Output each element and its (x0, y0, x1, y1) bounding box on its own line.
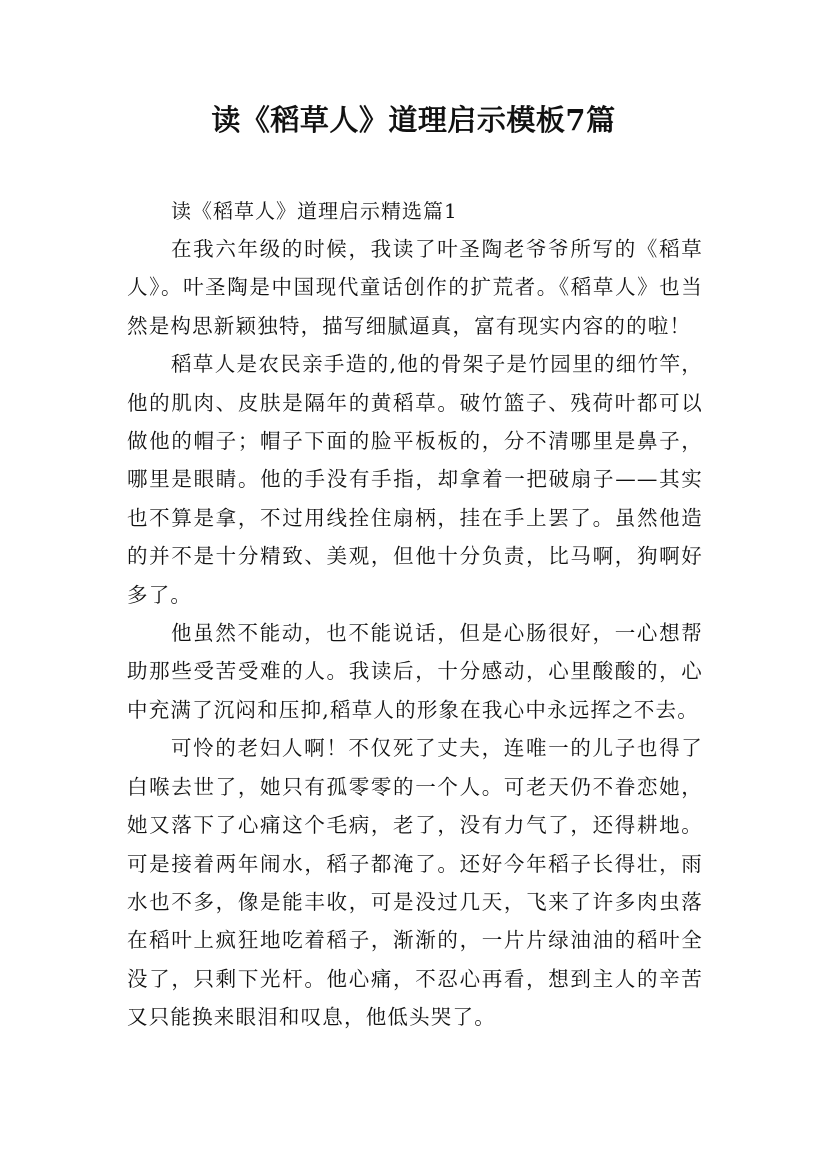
document-body (127, 192, 703, 1037)
paragraph: 在我六年级的时候，我读了叶圣陶老爷爷所写的《稻草人》。叶圣陶是中国现代童话创作的扩荒者。《稻草人》也当然是构思新颖独特，描写细腻逼真，富有现实内容的的啦！ (127, 237, 703, 338)
document-title: 读《稻草人》道理启示模板7篇 (211, 103, 616, 137)
paragraph: 可怜的老妇人啊！不仅死了丈夫，连唯一的儿子也得了白喉去世了，她只有孤零零的一个人。可老天仍不眷恋她，她又落下了心痛这个毛病，老了，没有力气了，还得耕地。可是接着两年闹水，稻子都淹了。还好今年稻子长得壮，雨水也不多，像是能丰收，可是没过几天，飞来了许多肉虫落在稻叶上疯狂地吃着稻子，渐渐的，一片片绿油油的稻叶全没了，只剩下光杆。他心痛，不忍心再看，想到主人的辛苦又只能换来眼泪和叹息，他低头哭了。 (127, 736, 703, 1030)
section-title: 读《稻草人》道理启示精选篇1 (171, 199, 458, 223)
paragraph: 稻草人是农民亲手造的,他的骨架子是竹园里的细竹竿，他的肌肉、皮肤是隔年的黄稻草。破竹篮子、残荷叶都可以做他的帽子；帽子下面的脸平板板的，分不清哪里是鼻子，哪里是眼睛。他的手没有手指，却拿着一把破扇子——其实也不算是拿，不过用线拴住扇柄，挂在手上罢了。虽然他造的并不是十分精致、美观，但他十分负责，比马啊，狗啊好多了。 (127, 352, 703, 607)
paragraph: 他虽然不能动，也不能说话，但是心肠很好，一心想帮助那些受苦受难的人。我读后，十分感动，心里酸酸的，心中充满了沉闷和压抑,稻草人的形象在我心中永远挥之不去。 (127, 621, 703, 722)
